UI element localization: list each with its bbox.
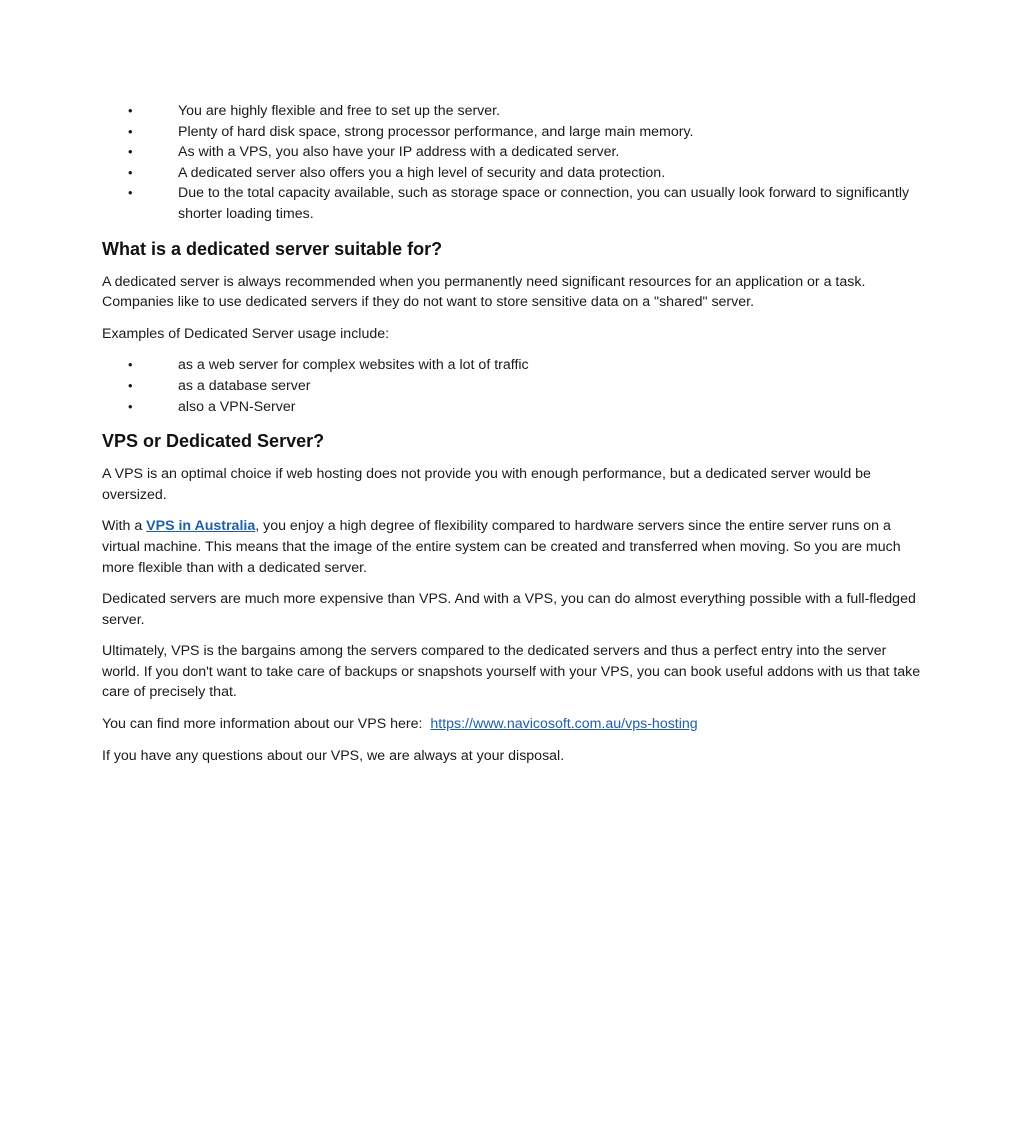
dedicated-recommendation-paragraph: A dedicated server is always recommended when you permanently need significant resources for an application or a task. Companies like to use dedicated servers if they do not want to store sensitive data on a "shared" server. [102, 273, 866, 311]
list-item [102, 142, 924, 163]
bullet-icon: • [128, 185, 133, 201]
list-item [102, 355, 924, 376]
examples-bullet-list [102, 355, 924, 417]
cost-comparison-paragraph: Dedicated servers are much more expensive than VPS. And with a VPS, you can do almost everything possible with a full-fledged server. [102, 591, 916, 628]
bullet-icon: • [128, 377, 133, 393]
list-item [102, 101, 924, 122]
examples-intro-text: Examples of Dedicated Server usage include: [102, 325, 390, 342]
bullet-icon: • [128, 103, 133, 118]
paragraph-text: , you enjoy a high degree of flexibility compared to hardware servers since the entire server runs on a virtual machine. This means that the image of the entire system can be created and transferred when moving. So you are much more flexible than with a dedicated server. [102, 518, 901, 576]
bullet-icon: • [128, 398, 133, 414]
vps-flexibility-paragraph [102, 516, 924, 578]
list-item-text: Plenty of hard disk space, strong processor performance, and large main memory. [178, 123, 694, 140]
list-item-text: As with a VPS, you also have your IP address with a dedicated server. [178, 144, 620, 161]
list-item [102, 376, 924, 397]
bullet-icon: • [128, 164, 133, 180]
questions-paragraph: If you have any questions about our VPS, we are always at your disposal. [102, 747, 565, 764]
paragraph-text: With a [102, 518, 147, 535]
more-info-paragraph [102, 714, 924, 735]
intro-bullet-list [102, 101, 924, 225]
bullet-icon: • [128, 123, 133, 139]
section-heading-dedicated-suitable: What is a dedicated server suitable for? [102, 238, 443, 259]
vps-hosting-url-link[interactable]: https://www.navicosoft.com.au/vps-hosting [430, 716, 698, 733]
vps-bargain-paragraph: Ultimately, VPS is the bargains among the servers compared to the dedicated servers and thus a perfect entry into the server world. If you don't want to take care of backups or snapshots yourself with your VPS, you can book useful addons with us that take care of precisely that. [102, 643, 921, 701]
list-item-text: as a web server for complex websites with a lot of traffic [178, 357, 529, 374]
list-item [102, 163, 924, 184]
vps-optimal-paragraph: A VPS is an optimal choice if web hosting does not provide you with enough performance, but a dedicated server would be oversized. [102, 466, 871, 503]
vps-in-australia-link[interactable]: VPS in Australia [146, 518, 256, 535]
list-item [102, 397, 924, 418]
bullet-icon: • [128, 357, 133, 373]
section-heading-vps-or-dedicated: VPS or Dedicated Server? [102, 431, 325, 452]
list-item-text: as a database server [178, 377, 311, 394]
list-item [102, 183, 924, 224]
list-item-text: A dedicated server also offers you a high level of security and data protection. [178, 164, 666, 181]
list-item-text: You are highly flexible and free to set up the server. [178, 103, 501, 119]
list-item-text: also a VPN-Server [178, 398, 296, 415]
paragraph-text: You can find more information about our VPS here: [102, 716, 431, 733]
list-item-text: Due to the total capacity available, such as storage space or connection, you can usually look forward to significantly shorter loading times. [178, 185, 910, 222]
bullet-icon: • [128, 144, 133, 160]
list-item [102, 122, 924, 143]
